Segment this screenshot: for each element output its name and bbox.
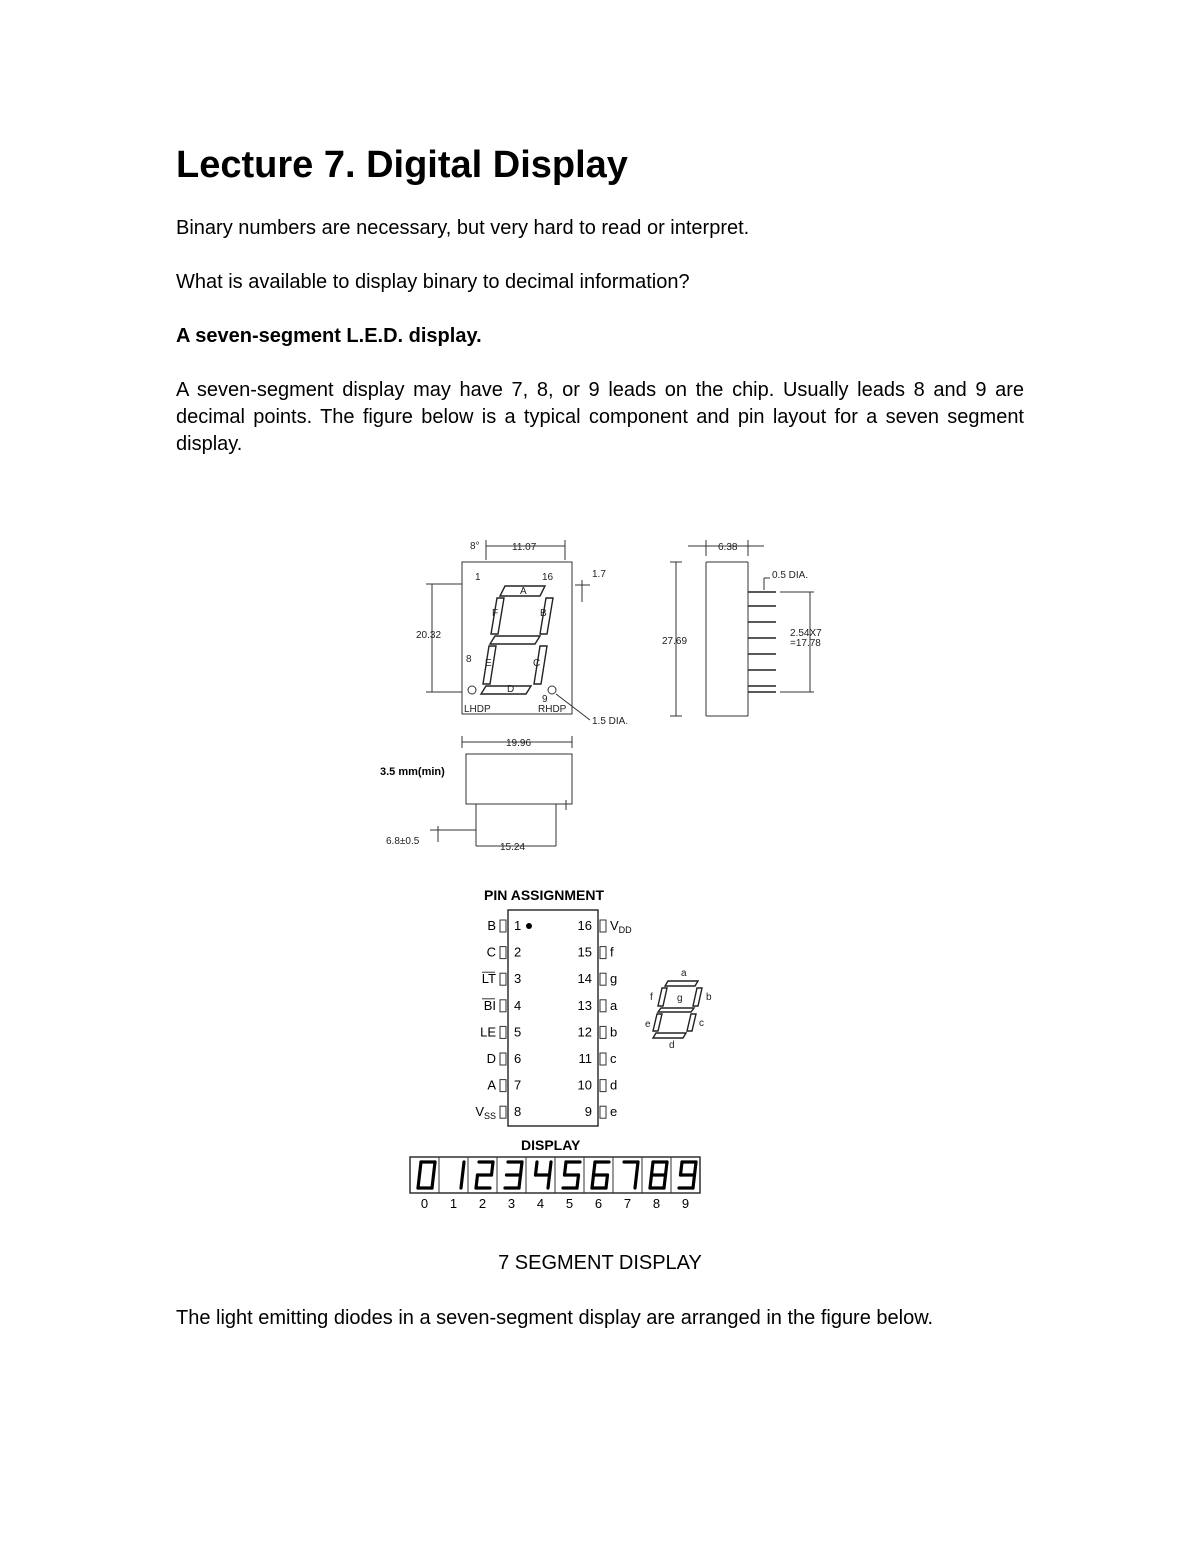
pin-number-left-1: 1	[514, 918, 522, 933]
ic-body	[508, 910, 598, 1126]
digit-9-segment-c	[693, 1175, 695, 1188]
pin-name-right-4: a	[610, 997, 618, 1013]
digit-label-3: 3	[507, 1196, 516, 1211]
pin-name-left-6: D	[486, 1051, 496, 1066]
seg-label-e-front: E	[485, 658, 492, 669]
pin-number-right-3: 14	[577, 971, 592, 987]
digit-glyph-5	[563, 1162, 580, 1188]
digit-glyph-6	[592, 1162, 609, 1188]
digit-0-segment-e	[418, 1175, 420, 1188]
pin-length-label: 6.8±0.5	[386, 836, 420, 847]
digit-0-segment-b	[434, 1162, 436, 1175]
display-digits-diagram	[410, 1137, 700, 1211]
pin-name-left-4: BI	[483, 997, 496, 1013]
display-title: DISPLAY	[521, 1137, 581, 1153]
pin-stub-left-5	[500, 1026, 506, 1038]
page-title: Lecture 7. Digital Display	[176, 144, 628, 186]
digit-7-segment-b	[637, 1162, 639, 1175]
digit-0-segment-f	[420, 1162, 422, 1175]
pin-number-right-6: 11	[578, 1051, 592, 1066]
bottom-view-drawing	[380, 736, 572, 853]
digit-1-segment-c	[461, 1175, 463, 1188]
digit-glyph-0	[418, 1162, 435, 1188]
seg-map-f: f	[650, 992, 653, 1003]
seg-map-a: a	[681, 968, 687, 979]
pin-number-right-1: 16	[577, 918, 592, 933]
rhdp-label: RHDP	[538, 704, 567, 715]
pin-stub-left-2	[500, 947, 506, 959]
pin-stub-right-5	[600, 1026, 606, 1038]
seg-label-c-front: C	[533, 658, 541, 669]
pin-name-left-2: C	[486, 944, 496, 960]
pin1-marker	[526, 923, 532, 929]
pin-stub-left-6	[500, 1053, 506, 1065]
digit-2-segment-b	[492, 1162, 494, 1175]
digit-0-segment-c	[432, 1175, 434, 1188]
digit-2-segment-e	[476, 1175, 478, 1188]
pin-number-right-4: 13	[577, 997, 592, 1013]
segment-map-diagram	[645, 968, 712, 1051]
digit-6-segment-c	[606, 1175, 608, 1188]
pin-16-label: 16	[542, 572, 554, 583]
digit-3-segment-c	[519, 1175, 521, 1188]
side-height-label: 27.69	[662, 636, 688, 647]
pin-stub-right-6	[600, 1053, 606, 1065]
digit-glyph-9	[679, 1162, 696, 1188]
pin-number-right-2: 15	[577, 944, 592, 960]
digit-label-0: 0	[420, 1196, 429, 1211]
right-pins	[578, 918, 633, 1119]
digit-5-segment-f	[565, 1162, 567, 1175]
digit-9-segment-f	[681, 1162, 683, 1175]
digit-glyph-4	[536, 1162, 552, 1188]
pin-assignment-diagram	[475, 887, 632, 1126]
front-digit-outline	[481, 586, 553, 694]
seg-map-b: b	[706, 992, 712, 1003]
dim-top-width: 11.07	[512, 542, 537, 553]
paragraph-description: A seven-segment display may have 7, 8, or 9 leads on the chip. Usually leads 8 and 9 are decimal points. The figure below is a typical component and pin layout for a seven segment display.	[176, 379, 1024, 455]
pin-8-label: 8	[466, 654, 472, 665]
pin-stub-left-8	[500, 1106, 506, 1118]
digit-label-9: 9	[681, 1196, 690, 1211]
row-spacing-label: 15.24	[500, 842, 526, 853]
digit-8-segment-c	[664, 1175, 666, 1188]
seg-map-e: e	[645, 1019, 651, 1030]
pin-dia-label: 0.5 DIA.	[772, 570, 809, 581]
digit-label-5: 5	[565, 1196, 574, 1211]
lhdp-label: LHDP	[464, 704, 491, 715]
pin-number-left-2: 2	[514, 944, 522, 960]
pin-stub-right-4	[600, 1000, 606, 1012]
left-pins	[475, 918, 521, 1121]
pin-name-left-7: A	[487, 1077, 496, 1093]
paragraph-intro: Binary numbers are necessary, but very hard to read or interpret.	[176, 217, 750, 239]
paragraph-question: What is available to display binary to decimal information?	[176, 271, 690, 293]
digit-cells	[418, 1157, 696, 1193]
pin-number-right-8: 9	[584, 1104, 592, 1120]
seg-map-g: g	[677, 993, 683, 1004]
seg-map-d: d	[669, 1040, 675, 1051]
pin-pitch-label: 2.54X7	[790, 628, 822, 639]
seg-label-b-front: B	[540, 608, 547, 619]
paragraph-leds: The light emitting diodes in a seven-segment display are arranged in the figure below.	[176, 1307, 934, 1329]
pin-name-right-1: $V_{DD}$	[610, 918, 632, 935]
pin-number-left-3: 3	[514, 971, 522, 987]
digit-4-segment-c	[548, 1175, 550, 1188]
side-view-drawing	[662, 540, 822, 716]
pin-number-left-7: 7	[514, 1077, 522, 1093]
lhdp-dot	[468, 686, 476, 694]
front-view-drawing	[416, 540, 628, 727]
rhdp-dot	[548, 686, 556, 694]
digit-label-7: 7	[623, 1196, 632, 1211]
digit-glyph-8	[650, 1162, 667, 1188]
digit-labels	[421, 1196, 689, 1211]
digit-8-segment-b	[666, 1162, 668, 1175]
digit-label-2: 2	[478, 1196, 487, 1211]
dim-height: 20.32	[416, 630, 442, 641]
dim-angle: 8°	[470, 541, 480, 552]
pin-name-right-3: g	[610, 971, 618, 987]
digit-6-segment-f	[594, 1162, 596, 1175]
pin-assignment-title: PIN ASSIGNMENT	[484, 887, 605, 903]
digit-8-segment-f	[652, 1162, 654, 1175]
digit-label-6: 6	[594, 1196, 603, 1211]
section-heading: A seven-segment L.E.D. display.	[176, 325, 482, 347]
pin-1-label: 1	[475, 572, 481, 583]
pin-number-left-6: 6	[514, 1051, 522, 1066]
hole-dia-label: 1.5 DIA.	[592, 716, 629, 727]
pin-stub-left-4	[500, 1000, 506, 1012]
digit-5-segment-c	[577, 1175, 579, 1188]
pin-number-left-5: 5	[514, 1024, 522, 1040]
digit-1-segment-b	[463, 1162, 465, 1175]
seg-map-c: c	[699, 1018, 704, 1029]
digit-9-segment-b	[695, 1162, 697, 1175]
digit-4-segment-f	[536, 1162, 538, 1175]
digit-label-1: 1	[449, 1196, 458, 1211]
pin-number-right-5: 12	[577, 1024, 592, 1040]
pin-name-right-2: f	[610, 944, 614, 960]
digit-3-segment-b	[521, 1162, 523, 1175]
pin-stub-right-2	[600, 947, 606, 959]
digit-label-4: 4	[536, 1196, 545, 1211]
digit-6-segment-e	[592, 1175, 594, 1188]
pin-name-left-3: LT	[481, 971, 496, 987]
pin-name-left-8: $V_{SS}$	[475, 1104, 496, 1122]
digit-glyph-1	[461, 1162, 464, 1188]
pin-number-left-8: 8	[514, 1104, 522, 1120]
digit-4-segment-b	[550, 1162, 552, 1175]
seg-label-d-front: D	[507, 684, 515, 695]
pin-stub-right-3	[600, 973, 606, 985]
figure-caption: 7 SEGMENT DISPLAY	[498, 1252, 702, 1274]
pin-name-right-6: c	[610, 1051, 617, 1066]
pin-name-left-1: B	[487, 918, 496, 933]
pin-name-right-5: b	[610, 1024, 618, 1040]
digit-8-segment-e	[650, 1175, 652, 1188]
pin-stub-left-1	[500, 920, 506, 932]
pin-9-label: 9	[542, 694, 548, 705]
bottom-body	[466, 754, 572, 804]
digit-glyph-7	[624, 1162, 638, 1188]
digit-glyph-3	[505, 1162, 522, 1188]
pin-stub-left-7	[500, 1080, 506, 1092]
segment-map-digit	[653, 981, 702, 1038]
digit-7-segment-c	[635, 1175, 637, 1188]
pin-pitch-total-label: =17.78	[790, 638, 821, 649]
pin-number-left-4: 4	[514, 997, 522, 1013]
seg-label-f-front: F	[492, 608, 499, 619]
bottom-width-label: 19.96	[506, 738, 532, 749]
pin-number-right-7: 10	[577, 1077, 592, 1093]
pin-stub-left-3	[500, 973, 506, 985]
side-width-label: 6.38	[718, 542, 738, 553]
min-height-label: 3.5 mm(min)	[380, 766, 445, 778]
digit-label-8: 8	[652, 1196, 661, 1211]
seg-label-a-front: A	[520, 586, 527, 597]
pin-name-right-7: d	[610, 1077, 618, 1093]
pin-stub-right-1	[600, 920, 606, 932]
dim-top-offset: 1.7	[592, 569, 606, 580]
digit-glyph-2	[476, 1162, 493, 1188]
pin-name-left-5: LE	[480, 1024, 496, 1040]
pin-stub-right-8	[600, 1106, 606, 1118]
pin-stub-right-7	[600, 1080, 606, 1092]
pin-name-right-8: e	[610, 1104, 618, 1120]
